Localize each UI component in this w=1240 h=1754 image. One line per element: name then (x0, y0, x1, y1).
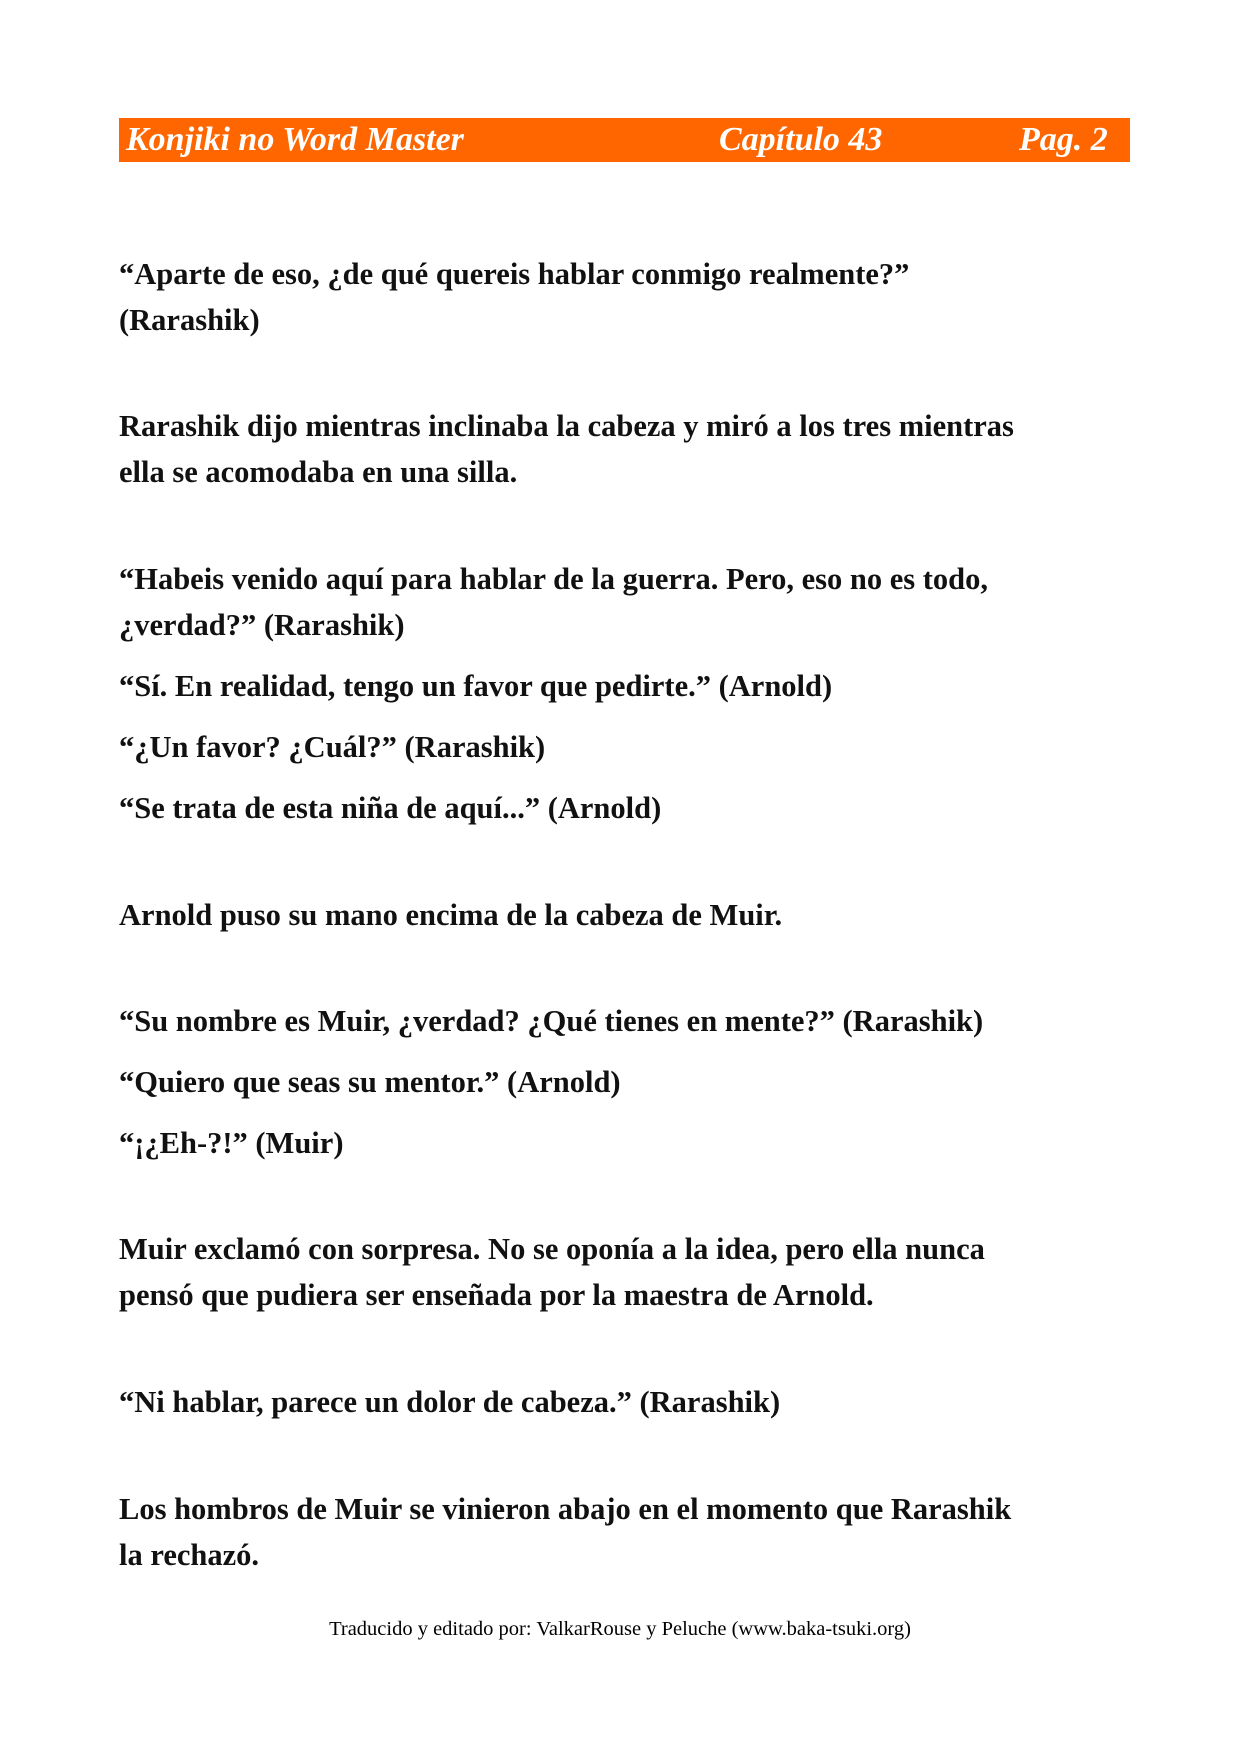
text-line: ¿verdad?” (Rarashik) (119, 608, 405, 642)
text-line: “Su nombre es Muir, ¿verdad? ¿Qué tienes en mente?” (Rarashik) (119, 1004, 984, 1038)
text-line: “Quiero que seas su mentor.” (Arnold) (119, 1065, 621, 1099)
text-line: “Habeis venido aquí para hablar de la guerra. Pero, eso no es todo, (119, 562, 989, 596)
text-line: (Rarashik) (119, 303, 260, 337)
text-line: “Sí. En realidad, tengo un favor que pedirte.” (Arnold) (119, 669, 833, 703)
text-line: “Ni hablar, parece un dolor de cabeza.” (Rarashik) (119, 1385, 781, 1419)
text-line: Arnold puso su mano encima de la cabeza de Muir. (119, 898, 783, 932)
text-line: “Se trata de esta niña de aquí...” (Arnold) (119, 791, 662, 825)
text-line: ella se acomodaba en una silla. (119, 455, 518, 489)
text-line: pensó que pudiera ser enseñada por la maestra de Arnold. (119, 1278, 874, 1312)
page-number: Pag. 2 (1019, 121, 1108, 158)
chapter-header-bar (119, 118, 1130, 162)
text-line: Los hombros de Muir se vinieron abajo en el momento que Rarashik (119, 1492, 1012, 1526)
text-line: Muir exclamó con sorpresa. No se oponía a la idea, pero ella nunca (119, 1232, 985, 1266)
text-line: “Aparte de eso, ¿de qué quereis hablar conmigo realmente?” (119, 257, 910, 291)
chapter-number: Capítulo 43 (719, 121, 883, 158)
text-line: Rarashik dijo mientras inclinaba la cabeza y miró a los tres mientras (119, 409, 1014, 443)
text-line: “¡¿Eh-?!” (Muir) (119, 1126, 344, 1160)
text-line: la rechazó. (119, 1538, 260, 1572)
text-line: “¿Un favor? ¿Cuál?” (Rarashik) (119, 730, 546, 764)
novel-title: Konjiki no Word Master (126, 121, 464, 158)
translator-credit: Traducido y editado por: ValkarRouse y Peluche (www.baka-tsuki.org) (329, 1618, 911, 1640)
